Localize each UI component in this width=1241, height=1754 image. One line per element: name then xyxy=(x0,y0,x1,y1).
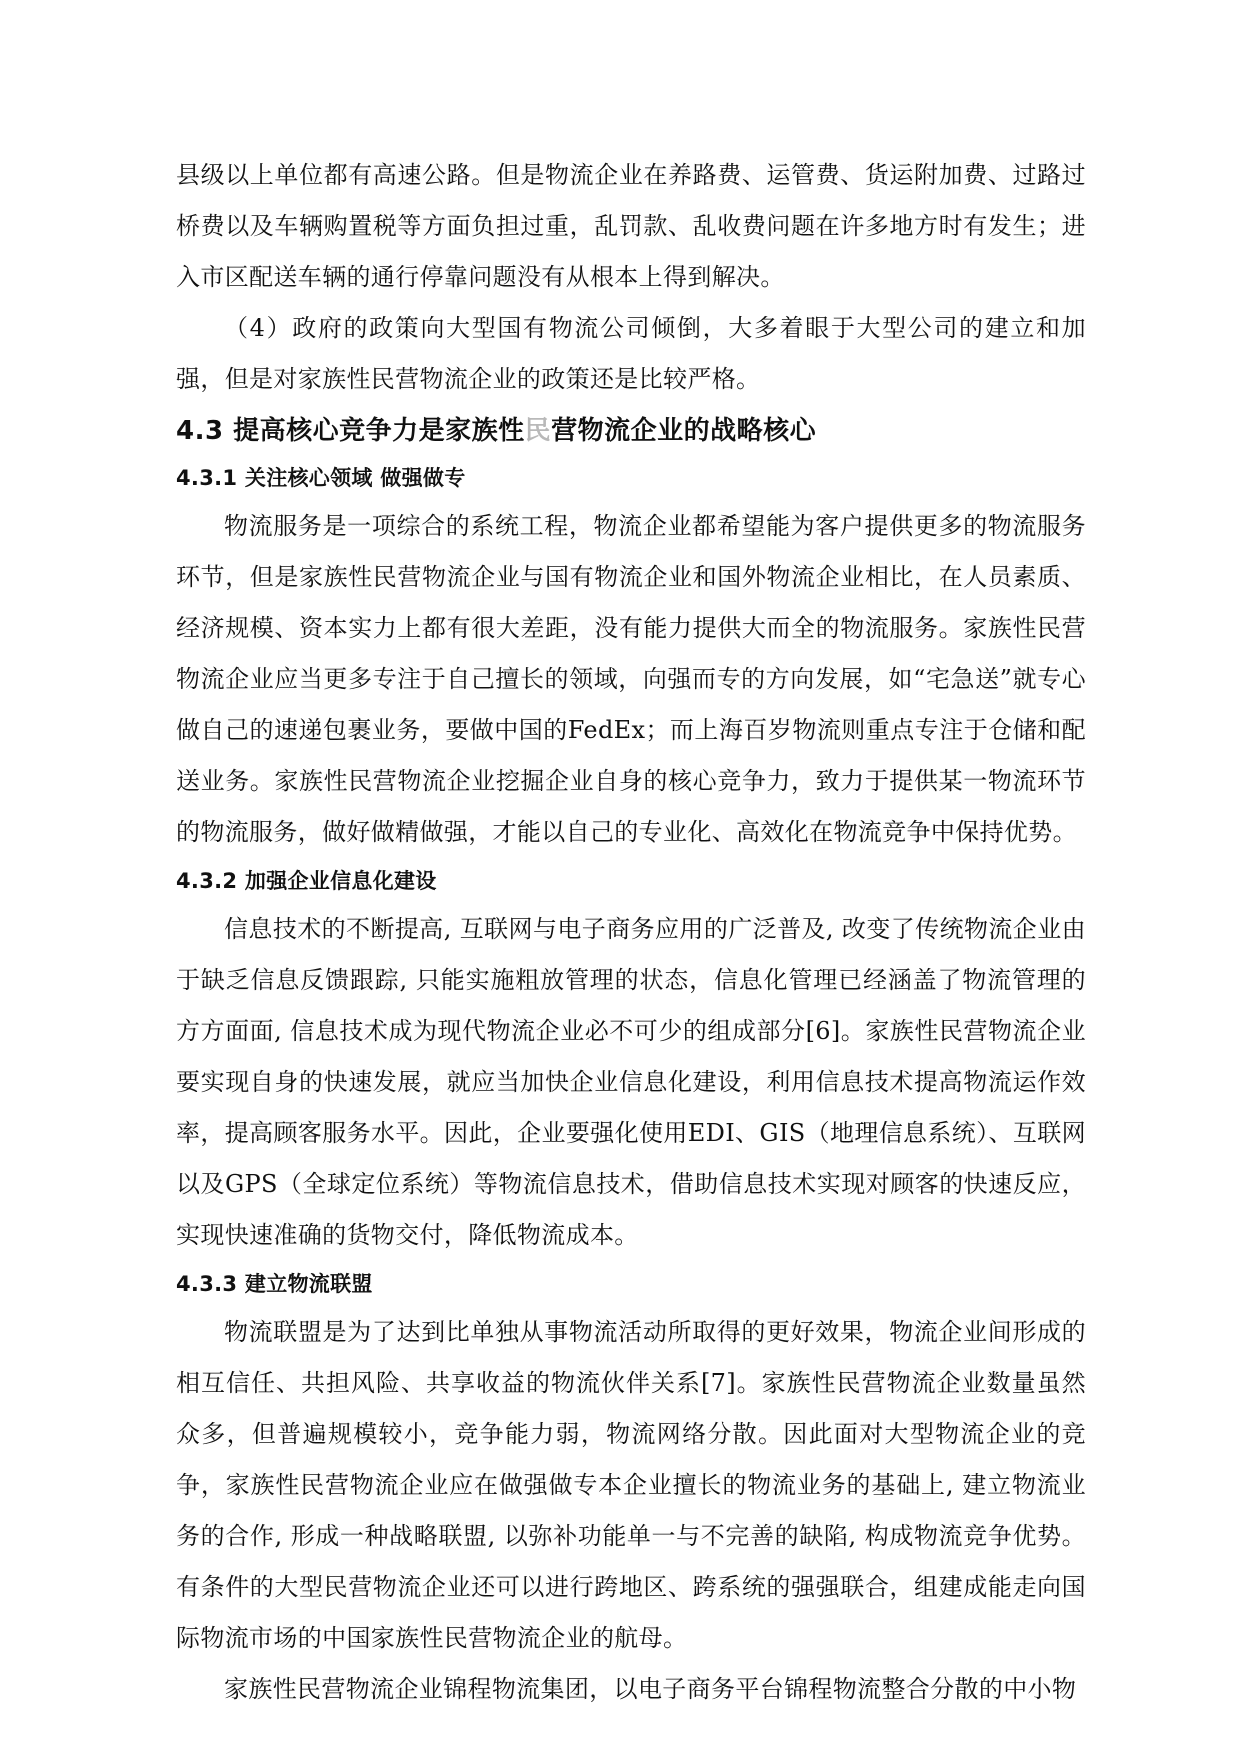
heading-text-part-1: 4.3 提高核心竞争力是家族性 xyxy=(176,416,525,446)
section-heading-4-3 xyxy=(176,407,1086,455)
body-paragraph-core-domain: 物流服务是一项综合的系统工程，物流企业都希望能为客户提供更多的物流服务环节，但是家族性民营物流企业与国有物流企业和国外物流企业相比，在人员素质、经济规模、资本实力上都有很大差距，没有能力提供大而全的物流服务。家族性民营物流企业应当更多专注于自己擅长的领域，向强而专的方向发展，如“宅急送”就专心做自己的速递包裹业务，要做中国的FedEx；而上海百岁物流则重点专注于仓储和配送业务。家族性民营物流企业挖掘企业自身的核心竞争力，致力于提供某一物流环节的物流服务，做好做精做强，才能以自己的专业化、高效化在物流竞争中保持优势。 xyxy=(176,512,1086,846)
document-page xyxy=(176,150,1086,1715)
body-paragraph-continued: 县级以上单位都有高速公路。但是物流企业在养路费、运管费、货运附加费、过路过桥费以及车辆购置税等方面负担过重，乱罚款、乱收费问题在许多地方时有发生；进入市区配送车辆的通行停靠问题没有从根本上得到解决。 xyxy=(176,161,1086,291)
body-paragraph-jincheng: 家族性民营物流企业锦程物流集团，以电子商务平台锦程物流整合分散的中小物 xyxy=(224,1675,1077,1703)
body-paragraph-informatization: 信息技术的不断提高, 互联网与电子商务应用的广泛普及, 改变了传统物流企业由于缺乏信息反馈跟踪, 只能实施粗放管理的状态，信息化管理已经涵盖了物流管理的方方面面, 信息技术成为现代物流企业必不可少的组成部分[6]。家族性民营物流企业要实现自身的快速发展，就应当加快企业信息化建设，利用信息技术提高物流运作效率，提高顾客服务水平。因此，企业要强化使用EDI、GIS（地理信息系统）、互联网以及GPS（全球定位系统）等物流信息技术，借助信息技术实现对顾客的快速反应，实现快速准确的货物交付，降低物流成本。 xyxy=(176,915,1086,1249)
subsection-heading-4-3-3: 4.3.3 建立物流联盟 xyxy=(176,1272,373,1296)
body-paragraph-logistics-alliance: 物流联盟是为了达到比单独从事物流活动所取得的更好效果，物流企业间形成的相互信任、共担风险、共享收益的物流伙伴关系[7]。家族性民营物流企业数量虽然众多，但普遍规模较小，竞争能力弱，物流网络分散。因此面对大型物流企业的竞争，家族性民营物流企业应在做强做专本企业擅长的物流业务的基础上, 建立物流业务的合作, 形成一种战略联盟, 以弥补功能单一与不完善的缺陷, 构成物流竞争优势。有条件的大型民营物流企业还可以进行跨地区、跨系统的强强联合，组建成能走向国际物流市场的中国家族性民营物流企业的航母。 xyxy=(176,1318,1086,1652)
body-paragraph-policy: （4）政府的政策向大型国有物流公司倾倒，大多着眼于大型公司的建立和加强，但是对家族性民营物流企业的政策还是比较严格。 xyxy=(176,314,1086,393)
subsection-heading-4-3-2: 4.3.2 加强企业信息化建设 xyxy=(176,869,437,893)
subsection-heading-4-3-1: 4.3.1 关注核心领域 做强做专 xyxy=(176,466,466,490)
heading-text-part-2: 营物流企业的战略核心 xyxy=(551,416,817,446)
heading-text-faded-char: 民 xyxy=(524,416,552,446)
